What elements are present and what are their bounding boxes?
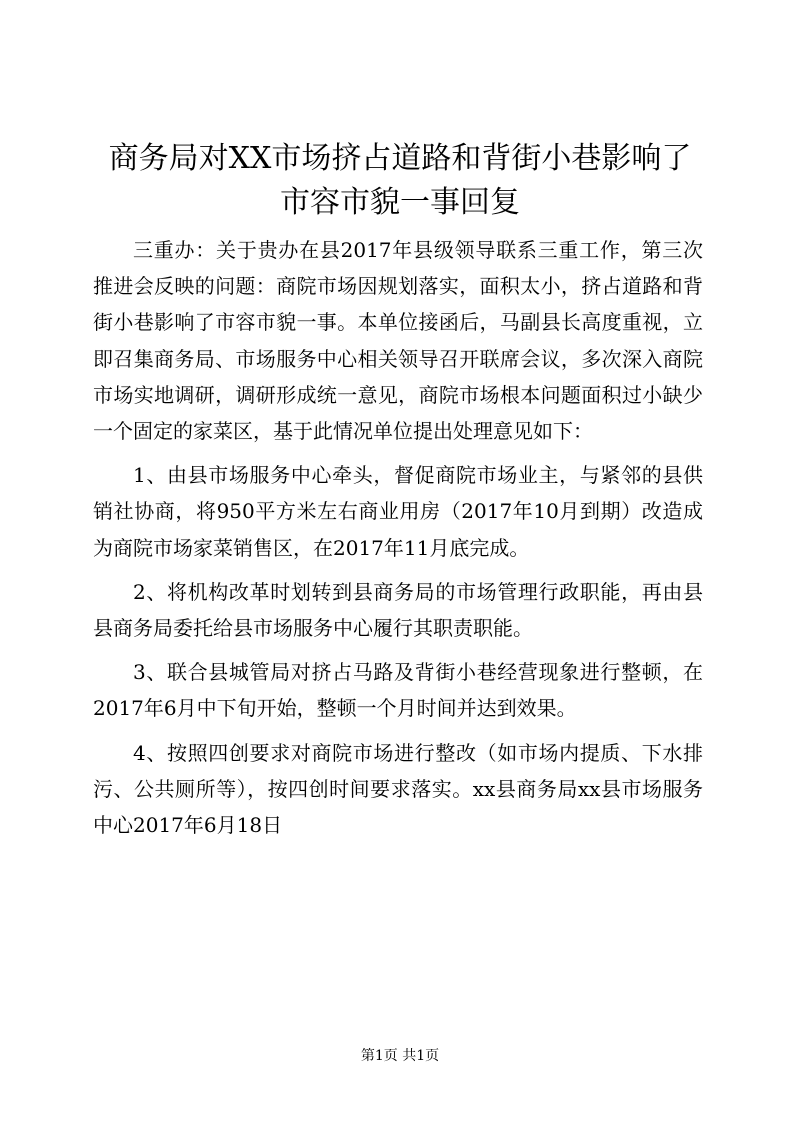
document-title-line-2: 市容市貌一事回复 bbox=[280, 185, 520, 220]
paragraph-item-3: 3、联合县城管局对挤占马路及背街小巷经营现象进行整顿，在2017年6月中下旬开始，整顿一个月时间并达到效果。 bbox=[93, 660, 703, 721]
page-number-footer: 第1页 共1页 bbox=[360, 1048, 440, 1064]
paragraph-item-4: 4、按照四创要求对商院市场进行整改（如市场内提质、下水排污、公共厕所等），按四创时间要求落实。xx县商务局xx县市场服务中心2017年6月18日 bbox=[93, 740, 703, 838]
document-title-line-1: 商务局对XX市场挤占道路和背街小巷影响了 bbox=[108, 141, 692, 176]
document-body bbox=[93, 232, 703, 851]
paragraph-item-1: 1、由县市场服务中心牵头，督促商院市场业主，与紧邻的县供销社协商，将950平方米左右商业用房（2017年10月到期）改造成为商院市场家菜销售区，在2017年11月底完成。 bbox=[93, 463, 703, 560]
paragraph-item-2: 2、将机构改革时划转到县商务局的市场管理行政职能，再由县县商务局委托给县市场服务中心履行其职责职能。 bbox=[93, 579, 703, 641]
paragraph-intro: 三重办：关于贵办在县2017年县级领导联系三重工作，第三次推进会反映的问题：商院市场因规划落实，面积太小，挤占道路和背街小巷影响了市容市貌一事。本单位接函后，马副县长高度重视，立即召集商务局、市场服务中心相关领导召开联席会议，多次深入商院市场实地调研，调研形成统一意见，商院市场根本问题面积过小缺少一个固定的家菜区，基于此情况单位提出处理意见如下： bbox=[93, 238, 703, 444]
